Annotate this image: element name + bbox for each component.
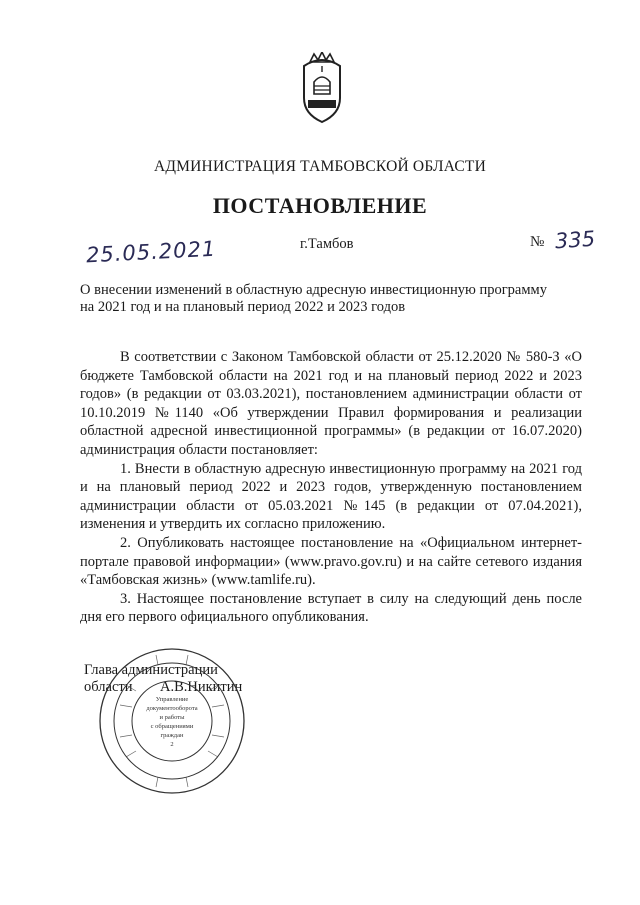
organization-name: АДМИНИСТРАЦИЯ ТАМБОВСКОЙ ОБЛАСТИ [154,158,486,175]
document-city: г.Тамбов [300,236,354,252]
clause-3: 3. Настоящее постановление вступает в силу на следующий день после дня его первого официального опубликования. [80,590,582,626]
stamp-center-text: и работы [159,714,185,721]
signer-title-line2: области [84,679,133,695]
coat-of-arms-emblem [296,52,348,124]
stamp-center-text: Управление [155,696,189,703]
document-type: ПОСТАНОВЛЕНИЕ [212,193,428,218]
subject-line: на 2021 год и на плановый период 2022 и 2023 годов [80,299,406,315]
document-number: 335 [554,226,596,254]
stamp-center-text: с обращениями [150,723,194,730]
preamble-paragraph: В соответствии с Законом Тамбовской области от 25.12.2020 № 580-З «О бюджете Тамбовской области на 2021 год и на плановый период 2022 и 2023 годов» (в редакции от 03.03.2021), постановлением администрации области от 10.10.2019 №1140 «Об утверждении Правил формирования и реализации областной адресной инвестиционной программы» (в редакции от 16.07.2020) администрация области постановляет: [80,349,582,458]
document-number-label: № [530,234,545,250]
document-subject [80,282,580,316]
official-stamp [96,645,248,797]
subject-line: О внесении изменений в областную адресную инвестиционную программу [80,282,547,298]
stamp-center-text: документооборота [146,705,198,712]
document-body [80,348,582,627]
signer-name: А.В.Никитин [160,679,243,695]
stamp-number: 2 [170,741,174,748]
signer-title: Глава администрации [84,662,218,678]
stamp-center-text: граждан [160,732,184,739]
clause-1: 1. Внести в областную адресную инвестиционную программу на 2021 год и на плановый период 2022 и 2023 годов, утвержденную постановлением администрации области от 05.03.2021 №145 (в редакции от 07.04.2021), изменения и утвердить их согласно приложению. [80,460,582,533]
clause-2: 2. Опубликовать настоящее постановление на «Официальном интернет-портале правовой информации» (www.pravo.gov.ru) и на сайте сетевого издания «Тамбовская жизнь» (www.tamlife.ru). [80,534,582,589]
document-date: 25.05.2021 [85,236,217,268]
